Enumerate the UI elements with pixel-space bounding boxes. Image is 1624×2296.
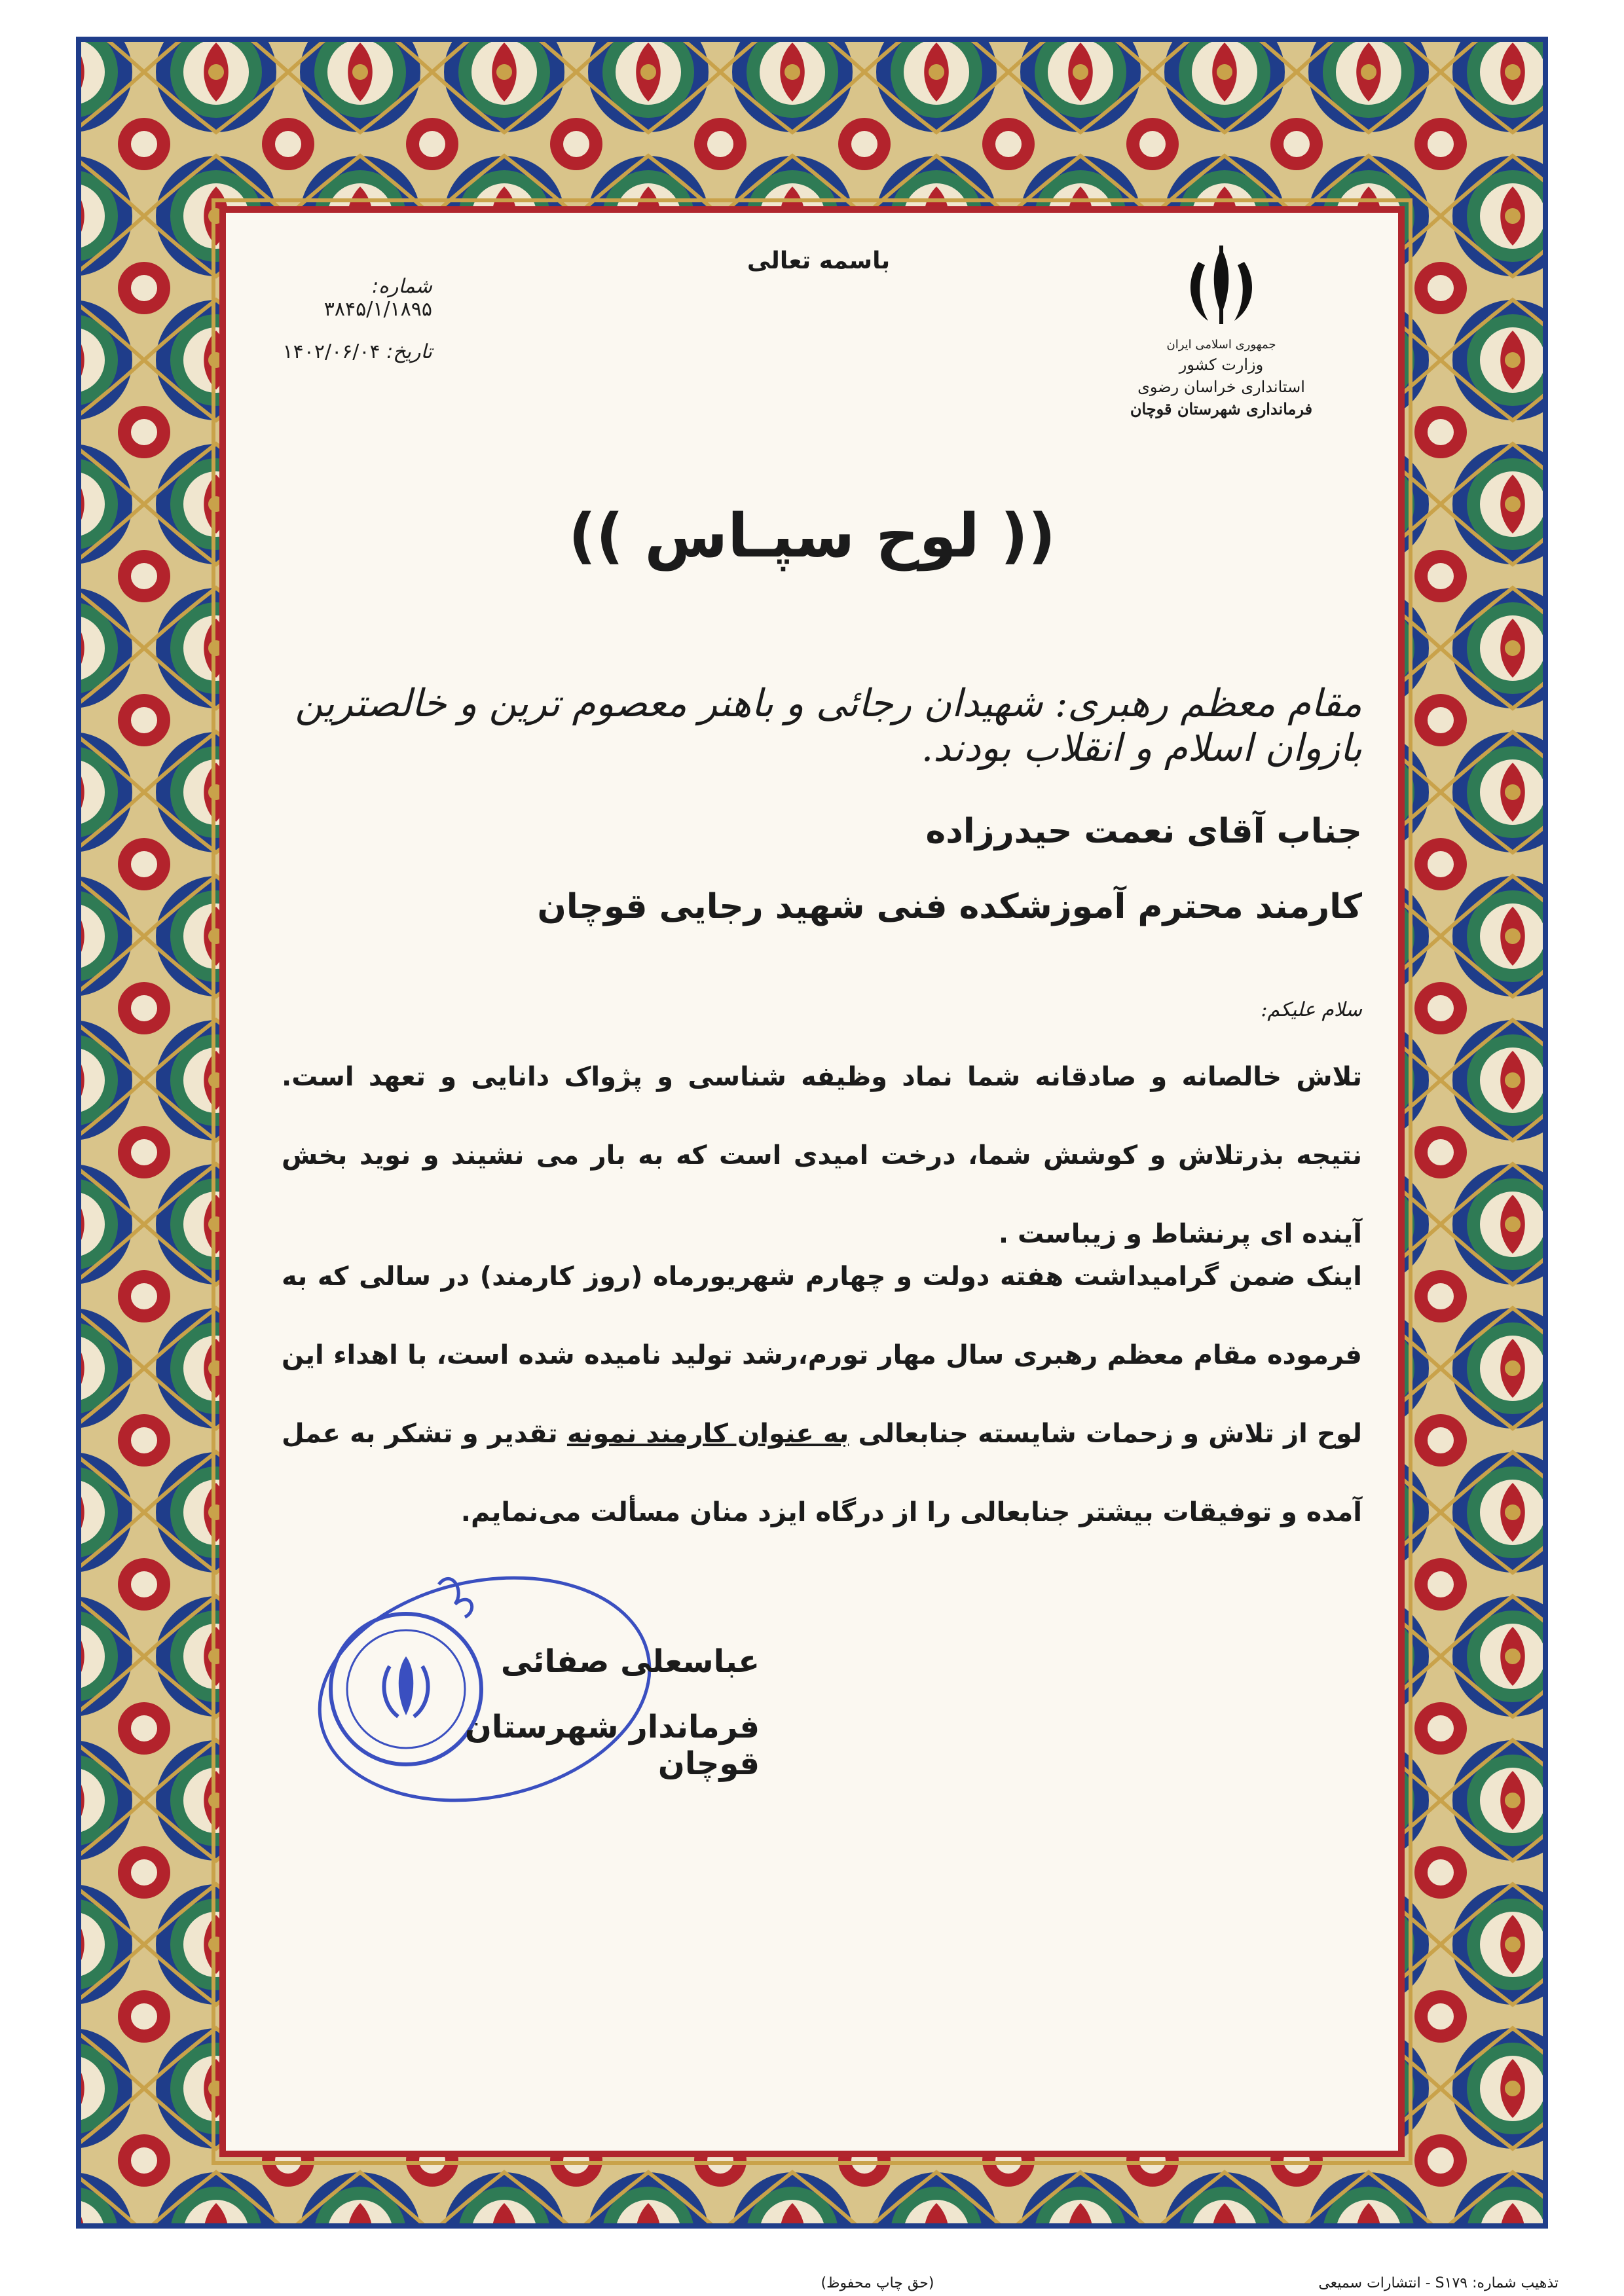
recipient-position: کارمند محترم آموزشکده فنی شهید رجایی قوچان [537,887,1362,926]
iran-emblem-icon [1172,242,1270,334]
signatory-name: عباسعلی صفائی [500,1643,760,1680]
signatory-title: فرماندار شهرستان قوچان [464,1709,760,1782]
emblem-line-2: وزارت کشور [1179,355,1264,374]
certificate-title: (( لوح سپـاس )) [568,501,1056,571]
date-label: تاریخ: [386,340,432,363]
date-value: ۱۴۰۲/۰۶/۰۴ [282,340,380,363]
letter-date [262,340,432,363]
greeting: سلام علیکم: [1261,998,1362,1021]
publisher-note: تذهیب شماره: S۱۷۹ - انتشارات سمیعی [1318,2275,1559,2291]
paragraph-2-end: تقدیر و تشکر به عمل آمده و توفیقات بیشتر جنابعالی را از درگاه ایزد منان مسألت می‌نمایم. [282,1419,1362,1527]
body-paragraph-2 [282,1237,1362,1552]
bismillah-heading: باسمه تعالی [747,247,891,274]
emblem-line-1: جمهوری اسلامی ایران [1166,338,1276,352]
number-value: ۳۸۴۵/۱/۱۸۹۵ [323,298,432,321]
body-paragraph-1: تلاش خالصانه و صادقانه شما نماد وظیفه شناسی و پژواک دانایی و تعهد است. نتیجه بذرتلاش و کوشش شما، درخت امیدی است که به بار می نشیند و نوید بخش آینده ای پرنشاط و زیباست . [282,1062,1362,1249]
government-emblem-block [1126,242,1316,420]
paragraph-2-start: اینک ضمن گرامیداشت هفته دولت و چهارم شهریورماه (روز کارمند) در سالی که به فرموده مقام معظم رهبری سال مهار تورم،رشد تولید نامیده شده است، با اهداء این لوح از تلاش و زحمات شایسته جنابعالی [282,1262,1363,1449]
copyright-note: (حق چاپ محفوظ) [821,2275,934,2291]
emblem-line-3: استانداری خراسان رضوی [1137,378,1305,396]
recipient-name: جناب آقای نعمت حیدرزاده [925,812,1362,851]
model-employee-highlight: به عنوان کارمند نمونه [566,1419,849,1449]
emblem-line-4: فرمانداری شهرستان قوچان [1130,399,1313,418]
leader-quote: مقام معظم رهبری: شهیدان رجائی و باهنر معصوم ترین و خالصترین بازوان اسلام و انقلاب بودند. [295,681,1362,770]
number-label: شماره: [372,275,432,298]
letter-number [262,275,432,321]
